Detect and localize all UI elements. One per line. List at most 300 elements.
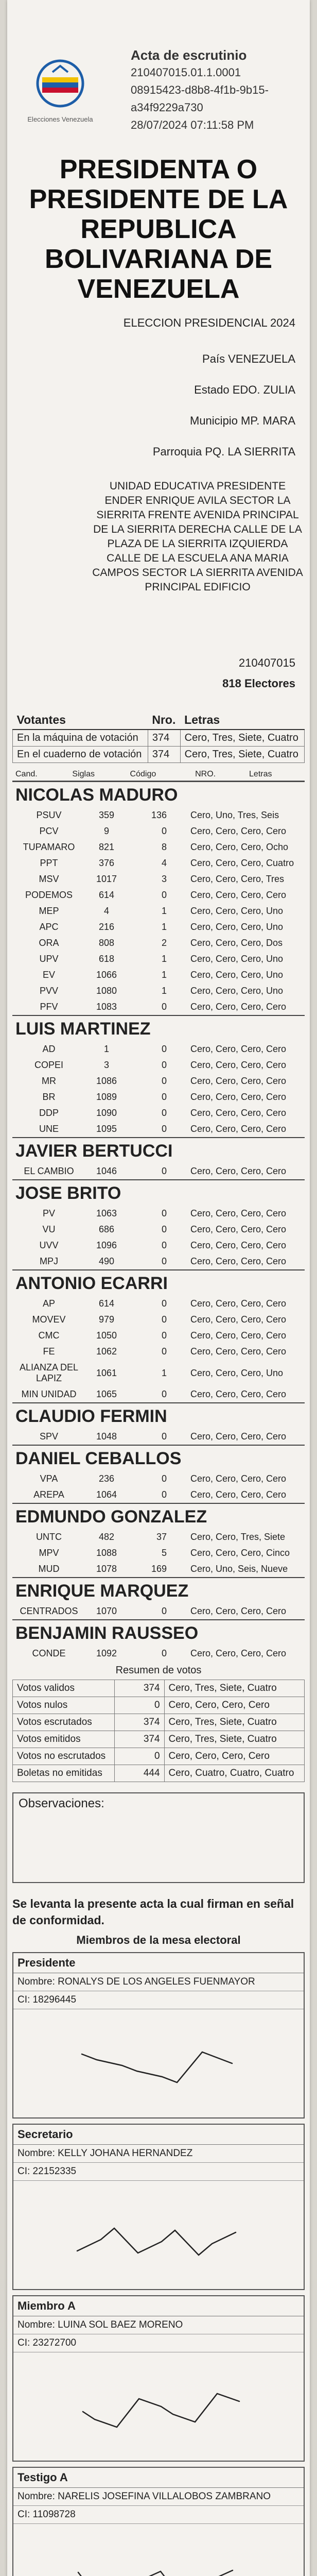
cell-votes: 1	[161, 1367, 167, 1378]
cell-org: CENTRADOS	[20, 1606, 78, 1616]
table-row	[12, 1222, 305, 1238]
cell-code: 979	[98, 1314, 115, 1325]
cell-votes: 1	[161, 954, 167, 964]
votantes-row	[13, 747, 305, 763]
resumen-num: 444	[114, 1765, 164, 1782]
cell-votes: 0	[161, 1431, 167, 1442]
resumen-letras: Cero, Cero, Cero, Cero	[164, 1697, 304, 1714]
cell-org: AD	[42, 1044, 56, 1054]
table-row	[12, 1163, 305, 1179]
cell-code: 1088	[96, 1548, 117, 1558]
table-row	[12, 1041, 305, 1057]
cell-letras: Cero, Cero, Cero, Cero	[190, 1330, 287, 1341]
cell-code: 1089	[96, 1092, 117, 1102]
table-row	[12, 983, 305, 999]
signature-icon	[13, 2352, 302, 2461]
cell-org: PV	[42, 1208, 55, 1218]
cell-org: EV	[42, 970, 55, 980]
cell-votes: 37	[156, 1532, 167, 1542]
cell-votes: 0	[161, 1092, 167, 1102]
cell-org: SPV	[39, 1431, 59, 1442]
candidate-name: ENRIQUE MARQUEZ	[12, 1577, 305, 1603]
cell-votes: 8	[161, 842, 167, 852]
acta-datetime: 28/07/2024 07:11:58 PM	[131, 118, 254, 131]
cell-letras: Cero, Cero, Cero, Dos	[190, 938, 283, 948]
firm-statement: Se levanta la presente acta la cual firman en señal de conformidad.	[12, 1897, 294, 1927]
cell-code: 1048	[96, 1431, 117, 1442]
cell-votes: 0	[161, 1346, 167, 1357]
resumen-label: Votos escrutados	[13, 1714, 115, 1731]
cell-code: 614	[98, 890, 115, 900]
resumen-letras: Cero, Tres, Siete, Cuatro	[164, 1680, 304, 1697]
candidate-results-table	[12, 1603, 305, 1619]
cell-letras: Cero, Cero, Cero, Uno	[190, 906, 284, 916]
cell-votes: 0	[161, 1489, 167, 1500]
acta-hash-line2: a34f9229a730	[131, 101, 203, 114]
resumen-table	[12, 1680, 305, 1782]
cell-votes: 0	[161, 1076, 167, 1086]
table-row	[12, 951, 305, 967]
cell-letras: Cero, Cero, Cero, Cero	[190, 1648, 287, 1658]
table-row	[12, 1105, 305, 1121]
table-row	[12, 887, 305, 903]
candidate-results-table	[12, 1041, 305, 1137]
member-box	[12, 2124, 305, 2290]
cell-votes: 1	[161, 986, 167, 996]
table-row	[12, 1646, 305, 1662]
cell-letras: Cero, Cero, Cero, Cero	[190, 1044, 287, 1054]
cell-letras: Cero, Cero, Cero, Cero	[190, 1208, 287, 1218]
cell-votes: 1	[161, 906, 167, 916]
cell-letras: Cero, Cero, Cero, Cero	[190, 1224, 287, 1234]
acta-title: Acta de escrutinio	[131, 47, 247, 63]
cell-letras: Cero, Cero, Cero, Cero	[190, 1166, 287, 1176]
cell-org: UVV	[39, 1240, 59, 1250]
table-row	[13, 1765, 305, 1782]
cell-votes: 5	[161, 1548, 167, 1558]
cell-letras: Cero, Cero, Cero, Cero	[190, 890, 287, 900]
table-row	[12, 807, 305, 823]
resumen-num: 0	[114, 1697, 164, 1714]
resumen-letras: Cero, Cuatro, Cuatro, Cuatro	[164, 1765, 304, 1782]
cell-org: UPV	[39, 954, 59, 964]
letras-col: Letras	[246, 768, 305, 781]
cell-org: FE	[43, 1346, 55, 1357]
signature-area	[13, 2352, 304, 2461]
cne-logo-icon	[22, 57, 99, 113]
member-nombre: Nombre: KELLY JOHANA HERNANDEZ	[13, 2145, 304, 2163]
cell-letras: Cero, Cero, Cero, Cero	[190, 1002, 287, 1012]
center-address: UNIDAD EDUCATIVA PRESIDENTE ENDER ENRIQUE AVILA SECTOR LA SIERRITA FRENTE AVENIDA PRINCIPAL DE LA SIERRITA DERECHA CALLE DE LA PLAZA DE LA SIERRITA IZQUIERDA CALLE DE LA ESCUELA ANA MARIA CAMPOS SECTOR LA SIERRITA AVENIDA PRINCIPAL EDIFICIO	[92, 480, 303, 593]
cand-col: Cand.	[12, 768, 69, 781]
table-row	[12, 935, 305, 951]
cell-letras: Cero, Cero, Cero, Cero	[190, 1389, 287, 1399]
cell-letras: Cero, Cero, Cero, Cinco	[190, 1548, 290, 1558]
municipio: Municipio MP. MARA	[190, 414, 295, 427]
cell-letras: Cero, Uno, Tres, Seis	[190, 810, 279, 820]
cell-org: VPA	[40, 1473, 58, 1484]
resumen-num: 374	[114, 1731, 164, 1748]
table-row	[12, 1238, 305, 1253]
candidate-results-table	[12, 1206, 305, 1269]
resumen-label: Votos validos	[13, 1680, 115, 1697]
pais: País VENEZUELA	[202, 352, 295, 365]
signature-icon	[13, 2009, 302, 2117]
votantes-row-num: 374	[148, 747, 180, 763]
cell-votes: 3	[161, 874, 167, 884]
cell-letras: Cero, Cero, Cero, Cero	[190, 1489, 287, 1500]
table-row	[12, 1487, 305, 1503]
votantes-col-letras: Letras	[180, 711, 304, 730]
member-role: Miembro A	[13, 2296, 304, 2316]
resumen-letras: Cero, Tres, Siete, Cuatro	[164, 1714, 304, 1731]
votantes-table	[12, 711, 305, 763]
cell-letras: Cero, Cero, Cero, Cero	[190, 1108, 287, 1118]
center-code: 210407015	[238, 656, 295, 669]
candidates-list	[12, 781, 305, 1662]
table-row	[12, 1312, 305, 1328]
cell-votes: 0	[161, 890, 167, 900]
table-row	[12, 967, 305, 983]
cell-org: PODEMOS	[25, 890, 73, 900]
cell-org: MPV	[39, 1548, 59, 1558]
member-role: Presidente	[13, 1953, 304, 1973]
cell-letras: Cero, Cero, Cero, Cero	[190, 1606, 287, 1616]
table-row	[13, 1680, 305, 1697]
cell-org: CMC	[38, 1330, 60, 1341]
cell-letras: Cero, Cero, Cero, Cero	[190, 1256, 287, 1266]
cell-letras: Cero, Cero, Cero, Uno	[190, 1367, 284, 1378]
cell-code: 1070	[96, 1606, 117, 1616]
cell-votes: 0	[161, 1314, 167, 1325]
cell-letras: Cero, Cero, Cero, Cero	[190, 1298, 287, 1309]
cell-org: ORA	[39, 938, 59, 948]
cell-org: AP	[42, 1298, 55, 1309]
cell-code: 1061	[96, 1367, 117, 1378]
cell-code: 3	[103, 1060, 109, 1070]
signature-icon	[13, 2181, 302, 2289]
cell-org: MOVEV	[32, 1314, 66, 1325]
logo-caption: Elecciones Venezuela	[27, 115, 93, 123]
candidate-name: NICOLAS MADURO	[12, 781, 305, 807]
observaciones-label: Observaciones:	[19, 1797, 104, 1810]
candidate-name: JAVIER BERTUCCI	[12, 1137, 305, 1163]
cell-votes: 0	[161, 1224, 167, 1234]
cell-org: AREPA	[33, 1489, 64, 1500]
cell-votes: 2	[161, 938, 167, 948]
cell-letras: Cero, Cero, Cero, Cero	[190, 1314, 287, 1325]
table-row	[12, 1057, 305, 1073]
table-row	[12, 1073, 305, 1089]
resumen-letras: Cero, Cero, Cero, Cero	[164, 1748, 304, 1765]
table-row	[12, 1603, 305, 1619]
acta-hash-line1: 08915423-d8b8-4f1b-9b15-	[131, 83, 269, 96]
signature-icon	[13, 2524, 302, 2576]
cell-org: PSUV	[36, 810, 62, 820]
votantes-row-num: 374	[148, 730, 180, 747]
table-row	[12, 823, 305, 839]
signature-area	[13, 2181, 304, 2289]
cell-code: 376	[98, 858, 115, 868]
acta-header	[7, 0, 310, 711]
table-row	[13, 1731, 305, 1748]
cell-code: 359	[98, 810, 115, 820]
table-row	[12, 1529, 305, 1545]
cell-letras: Cero, Cero, Cero, Cero	[190, 1060, 287, 1070]
table-row	[12, 1089, 305, 1105]
signature-area	[13, 2524, 304, 2576]
parroquia: Parroquia PQ. LA SIERRITA	[152, 445, 295, 458]
cell-code: 1095	[96, 1124, 117, 1134]
table-row	[12, 855, 305, 871]
cell-code: 1017	[96, 874, 117, 884]
cell-code: 808	[98, 938, 115, 948]
codigo-col: Código	[127, 768, 192, 781]
table-row	[12, 1328, 305, 1344]
cell-code: 482	[98, 1532, 115, 1542]
table-row	[12, 1386, 305, 1402]
cell-code: 1	[103, 1044, 109, 1054]
candidate-name: ANTONIO ECARRI	[12, 1269, 305, 1296]
candidate-results-table	[12, 1163, 305, 1179]
nro-col: NRO.	[192, 768, 246, 781]
cne-logo	[22, 57, 99, 123]
cell-votes: 0	[161, 1473, 167, 1484]
election-name: ELECCION PRESIDENCIAL 2024	[123, 316, 295, 329]
member-role: Testigo A	[13, 2468, 304, 2488]
resumen-label: Votos emitidos	[13, 1731, 115, 1748]
cell-letras: Cero, Cero, Cero, Uno	[190, 954, 284, 964]
cell-votes: 0	[161, 1124, 167, 1134]
cell-code: 1050	[96, 1330, 117, 1341]
table-row	[12, 839, 305, 855]
cell-code: 9	[103, 826, 109, 836]
votantes-row	[13, 730, 305, 747]
cell-votes: 0	[161, 1166, 167, 1176]
table-row	[13, 1697, 305, 1714]
resumen-letras: Cero, Tres, Siete, Cuatro	[164, 1731, 304, 1748]
cell-org: MEP	[39, 906, 59, 916]
cell-org: MR	[42, 1076, 56, 1086]
cell-letras: Cero, Cero, Cero, Uno	[190, 986, 284, 996]
cell-letras: Cero, Cero, Cero, Uno	[190, 922, 284, 932]
cell-code: 4	[103, 906, 109, 916]
votantes-col-label: Votantes	[13, 711, 148, 730]
cell-votes: 1	[161, 922, 167, 932]
member-nombre: Nombre: NARELIS JOSEFINA VILLALOBOS ZAMBRANO	[13, 2488, 304, 2506]
member-ci: CI: 22152335	[13, 2163, 304, 2181]
cell-letras: Cero, Cero, Cero, Tres	[190, 874, 285, 884]
cell-code: 618	[98, 954, 115, 964]
member-role: Secretario	[13, 2125, 304, 2145]
cell-code: 614	[98, 1298, 115, 1309]
member-ci: CI: 11098728	[13, 2506, 304, 2524]
cell-votes: 136	[151, 810, 167, 820]
table-row	[12, 1471, 305, 1487]
cell-letras: Cero, Cero, Cero, Cero	[190, 1240, 287, 1250]
votantes-row-label: En la máquina de votación	[13, 730, 148, 747]
cell-votes: 0	[161, 1606, 167, 1616]
cell-code: 1062	[96, 1346, 117, 1357]
cell-org: UNTC	[36, 1532, 62, 1542]
cell-code: 686	[98, 1224, 115, 1234]
candidate-name: LUIS MARTINEZ	[12, 1015, 305, 1041]
cell-org: APC	[39, 922, 59, 932]
resumen-num: 374	[114, 1714, 164, 1731]
siglas-col: Siglas	[69, 768, 127, 781]
cell-votes: 1	[161, 970, 167, 980]
cell-code: 1083	[96, 1002, 117, 1012]
cell-code: 1090	[96, 1108, 117, 1118]
cell-letras: Cero, Cero, Cero, Uno	[190, 970, 284, 980]
table-row	[12, 1253, 305, 1269]
resumen-label: Boletas no emitidas	[13, 1765, 115, 1782]
cell-votes: 0	[161, 1256, 167, 1266]
table-row	[12, 871, 305, 887]
cell-code: 1063	[96, 1208, 117, 1218]
cell-code: 1080	[96, 986, 117, 996]
cell-code: 1086	[96, 1076, 117, 1086]
cell-votes: 0	[161, 826, 167, 836]
votantes-row-label: En el cuaderno de votación	[13, 747, 148, 763]
cell-code: 821	[98, 842, 115, 852]
cell-org: MIN UNIDAD	[21, 1389, 77, 1399]
cell-code: 1096	[96, 1240, 117, 1250]
candidate-name: BENJAMIN RAUSSEO	[12, 1619, 305, 1646]
cell-letras: Cero, Uno, Seis, Nueve	[190, 1564, 288, 1574]
cell-votes: 169	[151, 1564, 167, 1574]
cell-org: EL CAMBIO	[24, 1166, 74, 1176]
resumen-label: Votos nulos	[13, 1697, 115, 1714]
cell-org: MSV	[39, 874, 59, 884]
table-row	[12, 1121, 305, 1137]
candidate-results-table	[12, 1471, 305, 1503]
cell-code: 1046	[96, 1166, 117, 1176]
cell-org: MPJ	[40, 1256, 58, 1266]
table-row	[13, 1714, 305, 1731]
candidate-name: EDMUNDO GONZALEZ	[12, 1503, 305, 1529]
member-box	[12, 2467, 305, 2576]
cell-code: 1065	[96, 1389, 117, 1399]
main-title: PRESIDENTA O PRESIDENTE DE LA REPUBLICA BOLIVARIANA DE VENEZUELA	[29, 155, 288, 304]
cell-org: UNE	[39, 1124, 59, 1134]
candidate-results-table	[12, 807, 305, 1015]
acta-document	[7, 0, 310, 2576]
candidate-results-table	[12, 1429, 305, 1445]
cell-votes: 0	[161, 1208, 167, 1218]
electores-count: 818 Electores	[222, 677, 295, 690]
cell-letras: Cero, Cero, Cero, Cero	[190, 1473, 287, 1484]
acta-info	[131, 46, 295, 134]
table-row	[12, 1206, 305, 1222]
candidate-name: DANIEL CEBALLOS	[12, 1445, 305, 1471]
cell-letras: Cero, Cero, Cero, Cero	[190, 1346, 287, 1357]
observaciones-box	[12, 1792, 305, 1883]
member-ci: CI: 18296445	[13, 1991, 304, 2009]
cell-code: 1078	[96, 1564, 117, 1574]
cell-votes: 0	[161, 1389, 167, 1399]
votantes-col-num: Nro.	[148, 711, 180, 730]
cell-code: 216	[98, 922, 115, 932]
cell-code: 1066	[96, 970, 117, 980]
cell-votes: 0	[161, 1330, 167, 1341]
cell-org: CONDE	[32, 1648, 66, 1658]
candidate-results-table	[12, 1296, 305, 1402]
cell-code: 490	[98, 1256, 115, 1266]
candidates-header	[12, 768, 305, 781]
cell-letras: Cero, Cero, Cero, Cero	[190, 1092, 287, 1102]
cell-org: TUPAMARO	[23, 842, 75, 852]
candidate-name: CLAUDIO FERMIN	[12, 1402, 305, 1429]
cell-votes: 0	[161, 1044, 167, 1054]
votantes-row-letras: Cero, Tres, Siete, Cuatro	[180, 747, 304, 763]
table-row	[13, 1748, 305, 1765]
cell-letras: Cero, Cero, Cero, Cero	[190, 1076, 287, 1086]
member-nombre: Nombre: LUINA SOL BAEZ MORENO	[13, 2316, 304, 2334]
cell-code: 1092	[96, 1648, 117, 1658]
member-box	[12, 2295, 305, 2462]
cell-org: PFV	[40, 1002, 58, 1012]
cell-votes: 0	[161, 1108, 167, 1118]
cell-votes: 4	[161, 858, 167, 868]
table-row	[12, 1429, 305, 1445]
votantes-row-letras: Cero, Tres, Siete, Cuatro	[180, 730, 304, 747]
cell-letras: Cero, Cero, Tres, Siete	[190, 1532, 286, 1542]
cell-letras: Cero, Cero, Cero, Ocho	[190, 842, 289, 852]
signature-area	[13, 2009, 304, 2117]
table-row	[12, 919, 305, 935]
cell-org: PPT	[40, 858, 58, 868]
cell-letras: Cero, Cero, Cero, Cuatro	[190, 858, 294, 868]
acta-code: 210407015.01.1.0001	[131, 66, 241, 79]
cell-votes: 0	[161, 1648, 167, 1658]
resumen-title: Resumen de votos	[115, 1665, 202, 1676]
table-row	[12, 1561, 305, 1577]
table-row	[12, 1344, 305, 1360]
votantes-section	[12, 711, 305, 2576]
table-row	[12, 1360, 305, 1386]
cell-org: VU	[42, 1224, 56, 1234]
cell-org: PVV	[39, 986, 59, 996]
member-box	[12, 1952, 305, 2119]
estado: Estado EDO. ZULIA	[194, 383, 295, 396]
resumen-label: Votos no escrutados	[13, 1748, 115, 1765]
candidate-results-table	[12, 1529, 305, 1577]
cell-letras: Cero, Cero, Cero, Cero	[190, 1431, 287, 1442]
table-row	[12, 1545, 305, 1561]
resumen-num: 0	[114, 1748, 164, 1765]
members-title: Miembros de la mesa electoral	[76, 1934, 241, 1946]
table-row	[12, 999, 305, 1015]
cell-code: 1064	[96, 1489, 117, 1500]
member-nombre: Nombre: RONALYS DE LOS ANGELES FUENMAYOR	[13, 1973, 304, 1991]
table-row	[12, 903, 305, 919]
cell-org: PCV	[39, 826, 59, 836]
cell-org: MUD	[38, 1564, 60, 1574]
members-list	[12, 1952, 305, 2576]
candidate-name: JOSE BRITO	[12, 1179, 305, 1206]
candidate-results-table	[12, 1646, 305, 1662]
cell-code: 236	[98, 1473, 115, 1484]
cell-letras: Cero, Cero, Cero, Cero	[190, 826, 287, 836]
cell-votes: 0	[161, 1240, 167, 1250]
cell-org: COPEI	[34, 1060, 63, 1070]
cell-votes: 0	[161, 1002, 167, 1012]
table-row	[12, 1296, 305, 1312]
cell-org: BR	[42, 1092, 56, 1102]
cell-votes: 0	[161, 1298, 167, 1309]
cell-votes: 0	[161, 1060, 167, 1070]
